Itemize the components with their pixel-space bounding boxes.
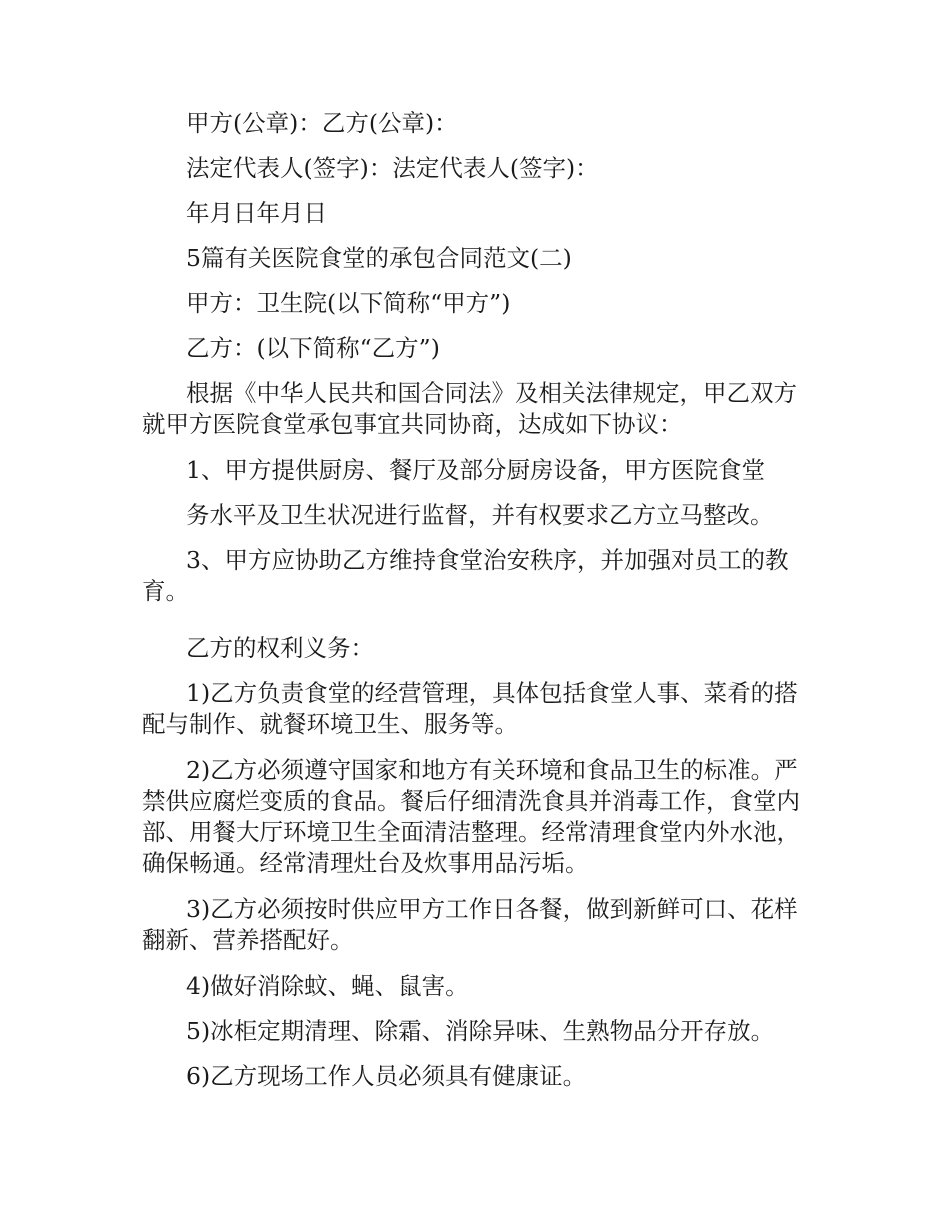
clause-1: 1、甲方提供厨房、餐厅及部分厨房设备，甲方医院食堂 bbox=[186, 456, 765, 484]
duty-2: 2)乙方必须遵守国家和地方有关环境和食品卫生的标准。严禁供应腐烂变质的食品。餐后仔细清洗食具并消毒工作，食堂内部、用餐大厅环境卫生全面清洁整理。经常清理食堂内外水池，确保畅通。经常清理灶台及炊事用品污垢。 bbox=[142, 756, 800, 877]
duty-4: 4)做好消除蚊、蝇、鼠害。 bbox=[186, 972, 469, 1000]
date-line: 年月日年月日 bbox=[186, 199, 327, 227]
clause-3: 3、甲方应协助乙方维持食堂治安秩序，并加强对员工的教育。 bbox=[142, 546, 789, 605]
duty-3: 3)乙方必须按时供应甲方工作日各餐，做到新鲜可口、花样翻新、营养搭配好。 bbox=[142, 895, 798, 954]
duty-1: 1)乙方负责食堂的经营管理，具体包括食堂人事、菜肴的搭配与制作、就餐环境卫生、服务等。 bbox=[142, 679, 798, 738]
party-b-line: 乙方：(以下简称“乙方”) bbox=[186, 334, 440, 362]
preamble-paragraph: 根据《中华人民共和国合同法》及相关法律规定，甲乙双方就甲方医院食堂承包事宜共同协商，达成如下协议： bbox=[142, 379, 797, 438]
duty-6: 6)乙方现场工作人员必须具有健康证。 bbox=[186, 1062, 587, 1090]
duty-5: 5)冰柜定期清理、除霜、消除异味、生熟物品分开存放。 bbox=[186, 1017, 775, 1045]
clause-1-continued: 务水平及卫生状况进行监督，并有权要求乙方立马整改。 bbox=[186, 501, 774, 529]
party-a-line: 甲方：卫生院(以下简称“甲方”) bbox=[186, 289, 511, 317]
legal-representative-line: 法定代表人(签字)：法定代表人(签字)： bbox=[186, 154, 599, 182]
party-b-rights-heading: 乙方的权利义务： bbox=[186, 634, 374, 662]
party-a-seal-line: 甲方(公章)：乙方(公章)： bbox=[186, 109, 458, 137]
document-page bbox=[142, 108, 808, 1106]
section-heading: 5篇有关医院食堂的承包合同范文(二) bbox=[186, 244, 572, 272]
